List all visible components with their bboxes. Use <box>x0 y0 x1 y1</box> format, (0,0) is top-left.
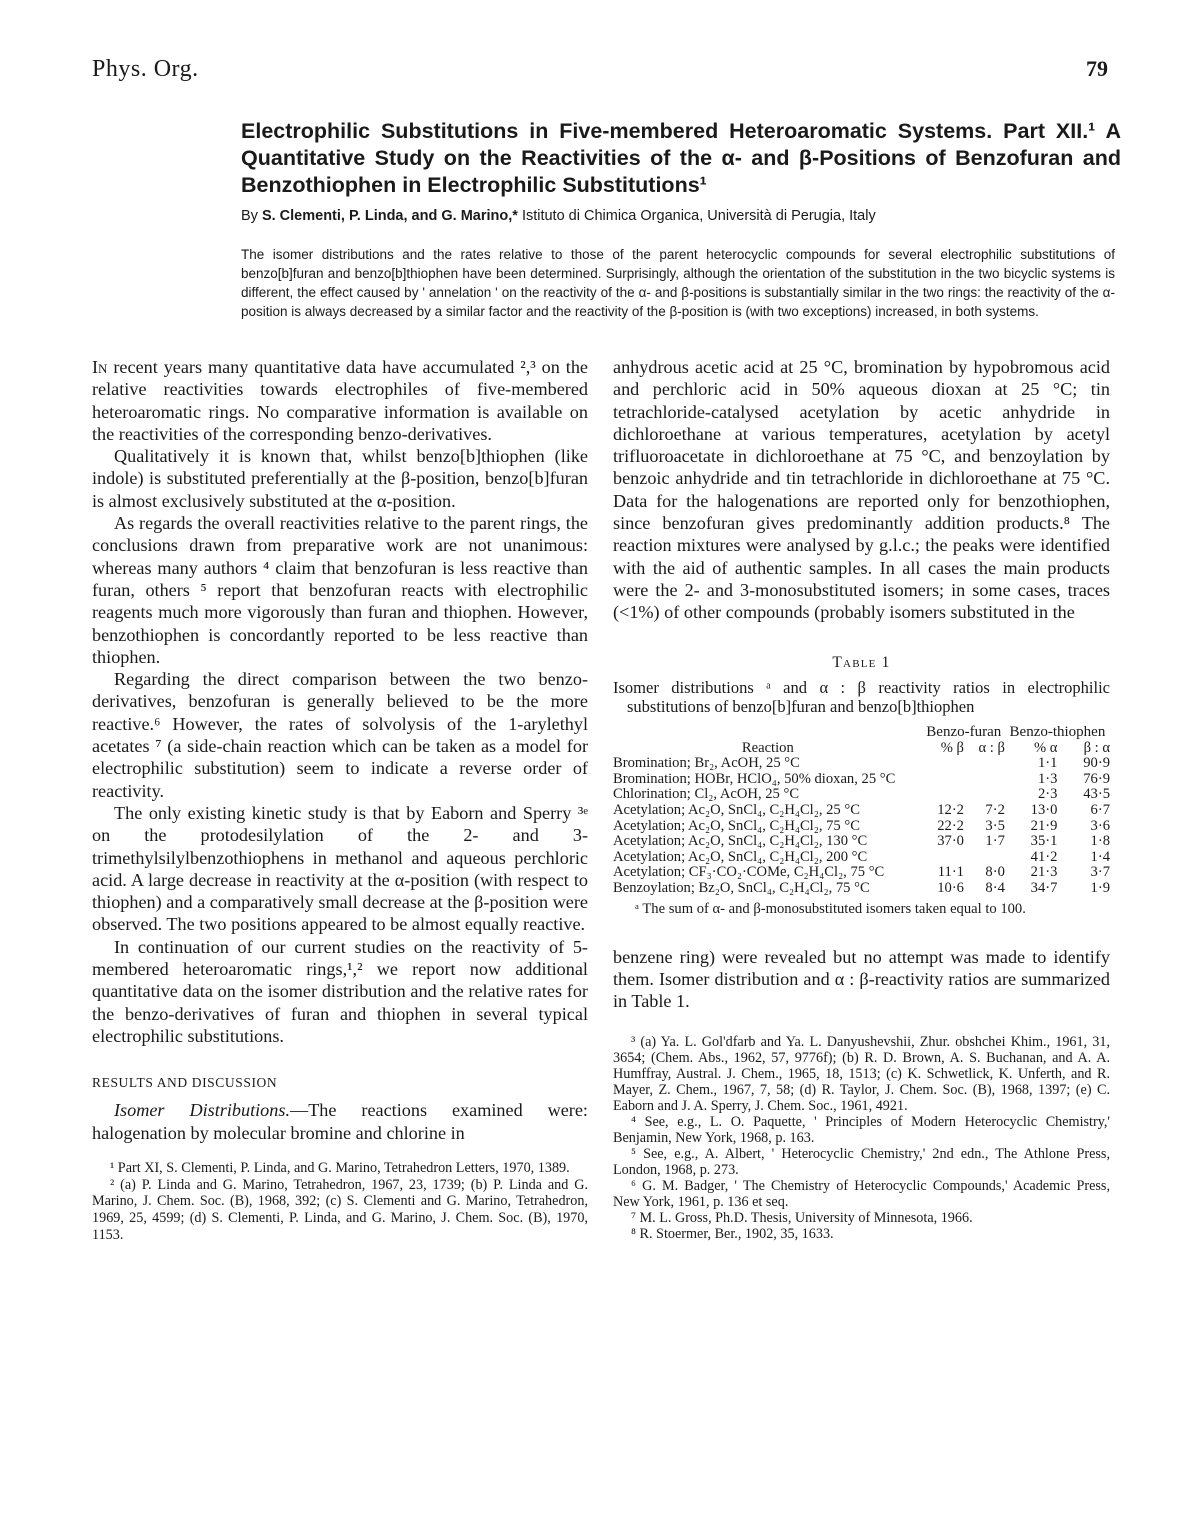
cell-reaction: Acetylation; CF₃·CO₂·COMe, C₂H₄Cl₂, 75 °C <box>613 864 885 881</box>
cell-thio-ratio: 1·8 <box>1090 833 1110 850</box>
body-paragraph: As regards the overall reactivities relative to the parent rings, the conclusions drawn from preparative work are not unanimous: whereas many authors ⁴ claim that benzofuran is less reactive than furan, others ⁵ report that benzofuran reacts with electrophilic reagents much more vigorously than furan and thiophen. However, benzothiophen is concordantly reported to be less reactive than thiophen. <box>92 513 588 667</box>
intro-paragraph <box>92 356 588 445</box>
cell-thio-ratio: 43·5 <box>1083 786 1110 803</box>
table-row <box>613 834 1110 850</box>
table-row <box>613 803 1110 819</box>
footnote: ³ (a) Ya. L. Gol'dfarb and Ya. L. Danyushevshii, Zhur. obshchei Khim., 1961, 31, 3654; (Chem. Abs., 1962, 57, 9776f); (b) R. D. Brown, A. S. Buchanan, and A. A. Humffray, Austral. J. Chem., 1965, 18, 1513; (c) K. Schwetlick, K. Unferth, and R. Mayer, Z. Chem., 1967, 7, 58; (d) R. Taylor, J. Chem. Soc. (B), 1968, 1397; (e) C. Eaborn and J. A. Sperry, J. Chem. Soc., 1961, 4921. <box>613 1034 1110 1115</box>
cell-furan-pct-beta <box>923 756 964 772</box>
column-header-reaction: Reaction <box>741 739 794 756</box>
table-row <box>613 756 1110 772</box>
column-header-beta-alpha: β : α <box>1083 739 1110 756</box>
footnote: ¹ Part XI, S. Clementi, P. Linda, and G. Marino, Tetrahedron Letters, 1970, 1389. <box>110 1159 570 1176</box>
footnote: ⁴ See, e.g., L. O. Paquette, ' Principles of Modern Heterocyclic Chemistry,' Benjamin, New York, 1968, p. 163. <box>613 1114 1110 1147</box>
cell-thio-ratio: 90·9 <box>1083 755 1110 772</box>
cell-furan-ratio: 1·7 <box>985 833 1005 850</box>
cell-furan-ratio: 3·5 <box>985 817 1005 834</box>
intro-text: recent years many quantitative data have accumulated ²,³ on the relative reactivities towards electrophiles of five-membered heteroaromatic rings. No comparative information is available on the reactivities of the corresponding benzo-derivatives. <box>92 357 588 444</box>
cell-furan-ratio: 8·4 <box>985 879 1005 896</box>
cell-reaction: Chlorination; Cl₂, AcOH, 25 °C <box>613 786 800 803</box>
table-row <box>613 881 1110 897</box>
right-column <box>613 356 1110 1242</box>
article-title: Electrophilic Substitutions in Five-membered Heteroaromatic Systems. Part XII.¹ A Quantitative Study on the Reactivities of the α- and β-Positions of Benzofuran and Benzothiophen in Electrophilic Substitutions¹ <box>241 119 1121 197</box>
cell-furan-pct-beta: 11·1 <box>937 864 964 881</box>
cell-furan-pct-beta: 22·2 <box>937 817 964 834</box>
subsection-title: Isomer Distributions. <box>114 1100 290 1121</box>
table-row <box>613 850 1110 866</box>
cell-furan-ratio <box>964 772 1005 788</box>
byline-prefix: By <box>241 208 258 224</box>
cell-reaction: Acetylation; Ac₂O, SnCl₄, C₂H₄Cl₂, 130 °C <box>613 833 868 850</box>
table-footnote: ᵃ The sum of α- and β-monosubstituted isomers taken equal to 100. <box>635 900 1026 917</box>
cell-reaction: Benzoylation; Bz₂O, SnCl₄, C₂H₄Cl₂, 75 °C <box>613 879 870 896</box>
cell-thio-pct-alpha: 21·3 <box>1030 864 1058 881</box>
body-paragraph: anhydrous acetic acid at 25 °C, bromination by hypobromous acid and perchloric acid in 50% aqueous dioxan at 25 °C; tin tetrachloride-catalysed acetylation by acetic anhydride in dichloroethane at various temperatures, acetylation by acetyl trifluoroacetate in dichloroethane at 75 °C, and benzoylation by benzoic anhydride and tin tetrachloride in dichloroethane at 75 °C. Data for the halogenations are reported only for benzothiophen, since benzofuran gives predominantly addition products.⁸ The reaction mixtures were analysed by g.l.c.; the peaks were identified with the aid of authentic samples. In all cases the main products were the 2- and 3-monosubstituted isomers; in some cases, traces (<1%) of other compounds (probably isomers substituted in the <box>613 357 1110 623</box>
cell-furan-ratio <box>964 787 1005 803</box>
body-paragraph: In continuation of our current studies on the reactivity of 5-membered heteroaromatic rings,¹,² we report now additional quantitative data on the isomer distribution and the relative rates for the benzo-derivatives of furan and thiophen in several typical electrophilic substitutions. <box>92 936 588 1046</box>
footnote: ² (a) P. Linda and G. Marino, Tetrahedron, 1967, 23, 1739; (b) P. Linda and G. Marino, J. Chem. Soc. (B), 1968, 392; (c) S. Clementi and G. Marino, Tetrahedron, 1969, 25, 4599; (d) S. Clementi, P. Linda, and G. Marino, J. Chem. Soc. (B), 1970, 1153. <box>92 1176 588 1243</box>
footnote: ⁵ See, e.g., A. Albert, ' Heterocyclic Chemistry,' 2nd edn., The Athlone Press, London, 1968, p. 273. <box>613 1146 1110 1179</box>
cell-furan-ratio: 8·0 <box>985 864 1005 881</box>
cell-furan-pct-beta: 10·6 <box>937 879 964 896</box>
footnote: ⁸ R. Stoermer, Ber., 1902, 35, 1633. <box>631 1226 834 1243</box>
table-header-spacer <box>613 724 923 741</box>
body-paragraph: Qualitatively it is known that, whilst benzo[b]thiophen (like indole) is substituted preferentially at the β-position, benzo[b]furan is almost exclusively substituted at the α-position. <box>92 446 588 511</box>
footnotes-right <box>613 1034 1110 1242</box>
cell-thio-ratio: 1·4 <box>1090 848 1110 865</box>
cell-thio-pct-alpha: 2·3 <box>1037 786 1058 803</box>
cell-thio-pct-alpha: 1·3 <box>1037 770 1058 787</box>
subsection-text: —The reactions examined were: halogenation by molecular bromine and chlorine in <box>92 1100 588 1143</box>
table-row <box>613 865 1110 881</box>
cell-furan-pct-beta: 37·0 <box>937 833 964 850</box>
cell-reaction: Acetylation; Ac₂O, SnCl₄, C₂H₄Cl₂, 25 °C <box>613 801 860 818</box>
journal-section-header: Phys. Org. <box>92 56 199 82</box>
cell-thio-ratio: 3·6 <box>1090 817 1110 834</box>
cell-thio-ratio: 76·9 <box>1083 770 1110 787</box>
cell-thio-pct-alpha: 1·1 <box>1037 755 1058 772</box>
table-row <box>613 772 1110 788</box>
cell-thio-pct-alpha: 34·7 <box>1030 879 1058 896</box>
cell-furan-pct-beta <box>923 787 964 803</box>
cell-thio-pct-alpha: 21·9 <box>1030 817 1058 834</box>
section-heading: RESULTS AND DISCUSSION <box>92 1075 278 1091</box>
cell-reaction: Bromination; Br₂, AcOH, 25 °C <box>613 755 800 772</box>
left-column <box>92 356 588 1244</box>
cell-thio-pct-alpha: 13·0 <box>1030 801 1058 818</box>
cell-reaction: Acetylation; Ac₂O, SnCl₄, C₂H₄Cl₂, 200 °C <box>613 848 868 865</box>
cell-thio-ratio: 6·7 <box>1090 801 1110 818</box>
cell-reaction: Bromination; HOBr, HClO₄, 50% dioxan, 25 °C <box>613 770 896 787</box>
column-header-alpha-beta: α : β <box>978 739 1005 756</box>
affiliation: Istituto di Chimica Organica, Università di Perugia, Italy <box>521 208 876 224</box>
table-header-row <box>613 741 1110 757</box>
cell-furan-ratio <box>964 850 1005 866</box>
footnotes-left <box>92 1160 588 1244</box>
cell-furan-ratio: 7·2 <box>985 801 1005 818</box>
table-caption: Isomer distributions ᵃ and α : β reactivity ratios in electrophilic substitutions of benzo[b]furan and benzo[b]thiophen <box>613 677 1110 716</box>
table-row <box>613 787 1110 803</box>
cell-thio-pct-alpha: 35·1 <box>1030 833 1058 850</box>
table-label: Table 1 <box>832 653 891 671</box>
cell-furan-pct-beta <box>923 772 964 788</box>
byline <box>241 208 1121 224</box>
footnote: ⁷ M. L. Gross, Ph.D. Thesis, University of Minnesota, 1966. <box>631 1210 973 1227</box>
cell-thio-ratio: 1·9 <box>1090 879 1110 896</box>
cell-reaction: Acetylation; Ac₂O, SnCl₄, C₂H₄Cl₂, 75 °C <box>613 817 860 834</box>
column-header-pct-alpha: % α <box>1033 739 1058 756</box>
column-header-pct-beta: % β <box>940 739 964 756</box>
group-header-benzofuran: Benzo-furan <box>926 723 1002 740</box>
cell-furan-ratio <box>964 756 1005 772</box>
table-group-header-row <box>613 724 1110 741</box>
body-paragraph: benzene ring) were revealed but no attempt was made to identify them. Isomer distribution and α : β-reactivity ratios are summarized in Table 1. <box>613 946 1110 1012</box>
body-paragraph: Regarding the direct comparison between the two benzo-derivatives, benzofuran is generally believed to be the more reactive.⁶ However, the rates of solvolysis of the 1-arylethyl acetates ⁷ (a side-chain reaction which can be taken as a model for electrophilic substitution) seem to indicate a reverse order of reactivity. <box>92 669 588 801</box>
cell-furan-pct-beta <box>923 850 964 866</box>
group-header-benzothiophen: Benzo-thiophen <box>1009 723 1106 740</box>
footnote: ⁶ G. M. Badger, ' The Chemistry of Heterocyclic Compounds,' Academic Press, New York, 1961, p. 136 et seq. <box>613 1178 1110 1211</box>
authors: S. Clementi, P. Linda, and G. Marino,* <box>261 208 518 224</box>
abstract: The isomer distributions and the rates relative to those of the parent heterocyclic compounds for several electrophilic substitutions of benzo[b]furan and benzo[b]thiophen have been determined. Surprisingly, although the orientation of the substitution in the two bicyclic systems is different, the effect caused by ' annelation ' on the reactivity of the α- and β-positions is substantially similar in the two rings: the reactivity of the α-position is always decreased by a similar factor and the reactivity of the β-position is (with two exceptions) increased, in both systems. <box>241 247 1115 319</box>
table-body <box>613 756 1110 896</box>
table-row <box>613 819 1110 835</box>
cell-thio-ratio: 3·7 <box>1090 864 1110 881</box>
isomer-distribution-table <box>613 724 1110 897</box>
body-paragraph: The only existing kinetic study is that by Eaborn and Sperry ³ᵉ on the protodesilylation of the 2- and 3-trimethylsilylbenzothiophens in methanol and aqueous perchloric acid. A large decrease in reactivity at the α-position (with respect to thiophen) and a comparatively small decrease at the β-position were observed. The two positions appeared to be almost equally reactive. <box>92 802 588 935</box>
cell-thio-pct-alpha: 41·2 <box>1030 848 1058 865</box>
page-number: 79 <box>1086 56 1108 81</box>
subsection-paragraph <box>92 1099 588 1144</box>
dropcap: In <box>92 357 108 377</box>
cell-furan-pct-beta: 12·2 <box>937 801 964 818</box>
